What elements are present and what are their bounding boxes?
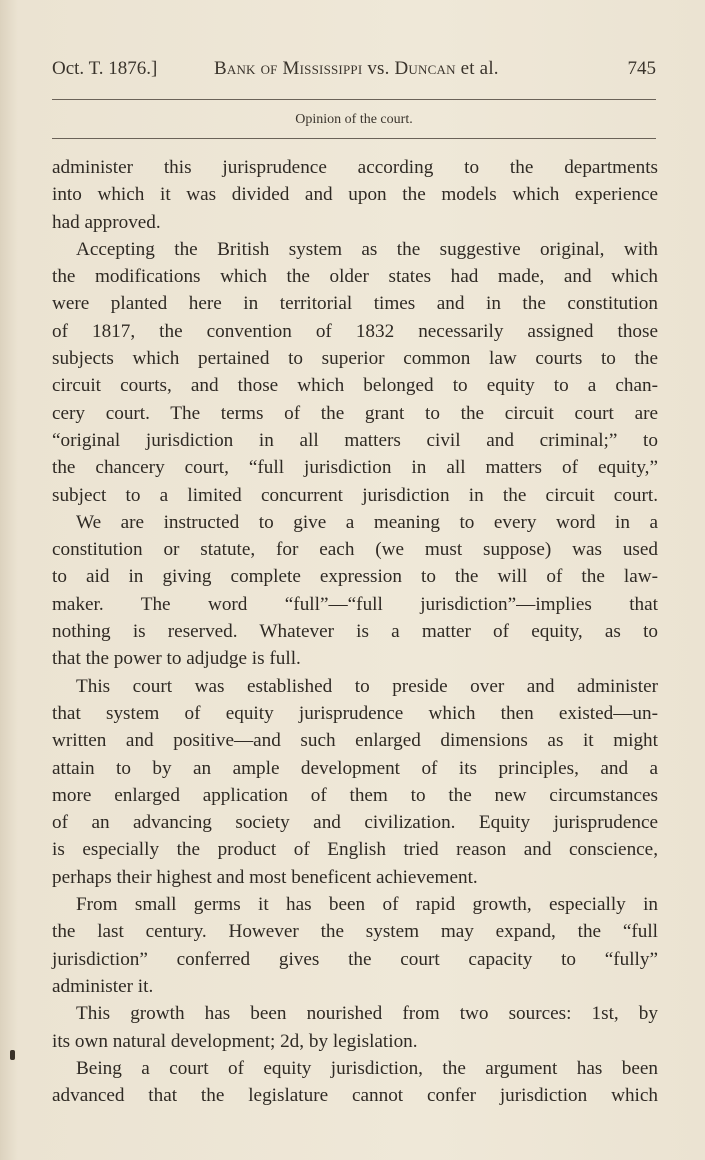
text-line: Accepting the British system as the suggestive original, with — [76, 238, 658, 260]
text-line: jurisdiction” conferred gives the court capacity to “fully” — [52, 948, 658, 970]
text-line: written and positive—and such enlarged dimensions as it might — [52, 730, 658, 752]
text-line: that the power to adjudge is full. — [52, 648, 301, 670]
text-line: From small germs it has been of rapid growth, especially in — [76, 894, 658, 916]
page-number: 745 — [627, 58, 656, 79]
text-line: We are instructed to give a meaning to every word in a — [76, 511, 658, 533]
case-title-vs: vs. — [367, 58, 390, 79]
text-line: to aid in giving complete expression to the will of the law- — [52, 566, 658, 588]
text-line: nothing is reserved. Whatever is a matter of equity, as to — [52, 621, 658, 643]
text-line: Being a court of equity jurisdiction, the argument has been — [76, 1057, 658, 1079]
text-line: perhaps their highest and most beneficent achievement. — [52, 866, 478, 888]
text-line: This growth has been nourished from two sources: 1st, by — [76, 1003, 658, 1025]
running-head — [52, 58, 656, 84]
text-line: subject to a limited concurrent jurisdiction in the circuit court. — [52, 484, 658, 506]
text-line: constitution or statute, for each (we must suppose) was used — [52, 539, 658, 561]
margin-ink-mark — [10, 1050, 15, 1060]
text-line: attain to by an ample development of its principles, and a — [52, 757, 658, 779]
text-line: more enlarged application of them to the new circumstances — [52, 784, 658, 806]
opinion-subheading: Opinion of the court. — [295, 112, 413, 127]
text-line: administer it. — [52, 975, 154, 997]
text-line: administer this jurisprudence according to the departments — [52, 157, 658, 178]
header-rule-top — [52, 99, 656, 100]
text-line: into which it was divided and upon the models which experience — [52, 184, 658, 206]
text-line: subjects which pertained to superior common law courts to the — [52, 348, 658, 370]
case-title — [214, 58, 499, 80]
case-title-etal: et al. — [460, 58, 499, 79]
text-line: the last century. However the system may expand, the “full — [52, 921, 658, 943]
body-text — [52, 154, 658, 1109]
case-title-part1: Bank of Mississippi — [214, 58, 363, 79]
text-line: its own natural development; 2d, by legislation. — [52, 1030, 418, 1052]
text-line: were planted here in territorial times and in the constitution — [52, 293, 658, 315]
text-line: This court was established to preside over and administer — [76, 675, 658, 697]
text-line: advanced that the legislature cannot confer jurisdiction which — [52, 1085, 658, 1107]
case-title-part2: Duncan — [394, 58, 456, 79]
text-line: cery court. The terms of the grant to the circuit court are — [52, 402, 658, 424]
text-line: the modifications which the older states had made, and which — [52, 266, 658, 288]
header-rule-bottom — [52, 138, 656, 139]
text-line: maker. The word “full”—“full jurisdiction”—implies that — [52, 593, 658, 615]
text-line: of an advancing society and civilization. Equity jurisprudence — [52, 812, 658, 834]
text-line: the chancery court, “full jurisdiction in all matters of equity,” — [52, 457, 658, 479]
text-line: of 1817, the convention of 1832 necessarily assigned those — [52, 320, 658, 342]
text-line: circuit courts, and those which belonged to equity to a chan- — [52, 375, 658, 397]
term-label: Oct. T. 1876.] — [52, 58, 158, 79]
text-line: had approved. — [52, 211, 161, 233]
text-line: is especially the product of English tried reason and conscience, — [52, 839, 658, 861]
text-line: that system of equity jurisprudence which then existed—un- — [52, 702, 658, 724]
text-line: “original jurisdiction in all matters civil and criminal;” to — [52, 429, 658, 451]
